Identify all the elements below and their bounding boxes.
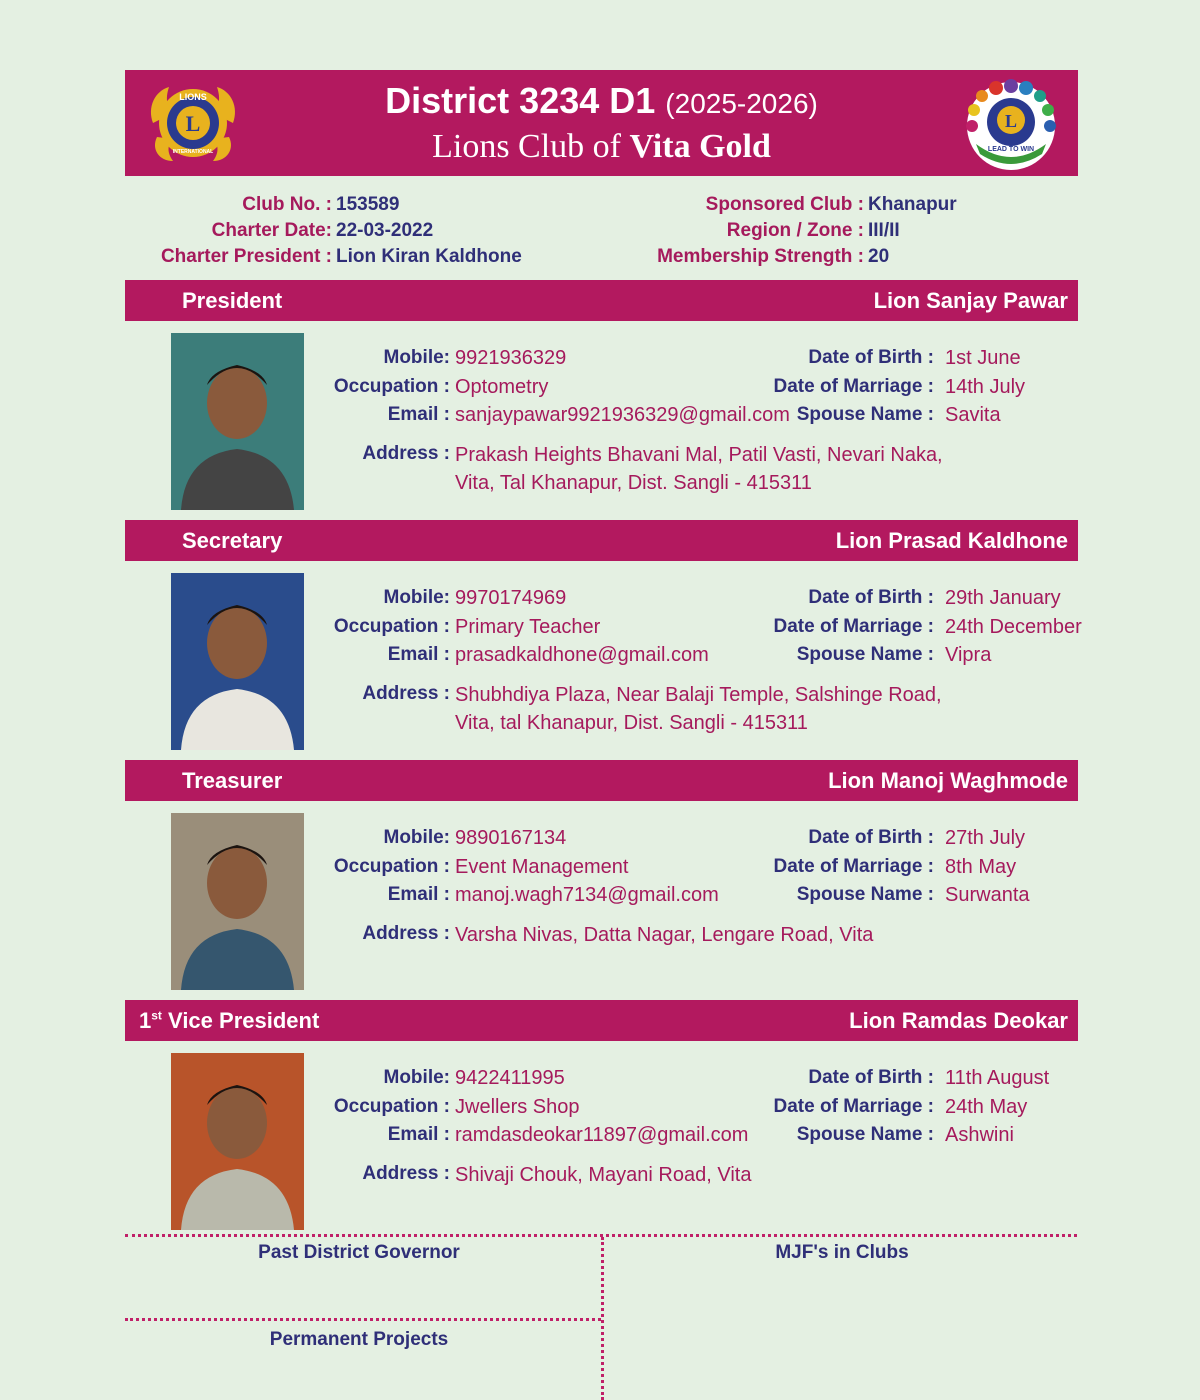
email-value[interactable]: prasadkaldhone@gmail.com [455, 644, 709, 666]
mobile-value: 9921936329 [455, 347, 567, 369]
mobile-label: Mobile: [383, 347, 450, 368]
spouse-value: Vipra [945, 644, 992, 666]
dom-label: Date of Marriage : [773, 616, 934, 637]
dom-label: Date of Marriage : [773, 856, 934, 877]
officer-role: President [182, 288, 283, 313]
occupation-value: Event Management [455, 856, 629, 878]
address-line-1: Shubhdiya Plaza, Near Balaji Temple, Salshinge Road, [455, 684, 942, 706]
dob-label: Date of Birth : [808, 1067, 934, 1088]
district-name: District 3234 D1 [385, 80, 656, 121]
email-label: Email : [387, 644, 450, 665]
spouse-label: Spouse Name : [796, 884, 934, 905]
membership-strength-value: 20 [868, 246, 890, 267]
dob-value: 11th August [945, 1067, 1050, 1089]
footer-divider-middle [125, 1318, 601, 1321]
mjf-in-clubs-heading: MJF's in Clubs [775, 1242, 909, 1263]
occupation-value: Optometry [455, 376, 549, 398]
charter-president-value: Lion Kiran Kaldhone [336, 246, 522, 267]
treasurer-photo [171, 813, 304, 990]
email-value[interactable]: sanjaypawar9921936329@gmail.com [455, 404, 790, 426]
email-label: Email : [387, 884, 450, 905]
svg-text:L: L [185, 111, 201, 136]
region-zone-label: Region / Zone : [726, 220, 864, 241]
person-photo-icon [171, 813, 304, 990]
dom-value: 24th December [945, 616, 1082, 638]
president-photo [171, 333, 304, 510]
membership-strength-label: Membership Strength : [657, 246, 864, 267]
district-title [125, 80, 1078, 122]
officer-role [139, 1008, 319, 1034]
dom-value: 8th May [945, 856, 1017, 878]
dom-value: 24th May [945, 1096, 1028, 1118]
officer-name: Lion Prasad Kaldhone [835, 528, 1068, 553]
officer-name: Lion Ramdas Deokar [849, 1008, 1068, 1033]
club-prefix: Lions Club of [432, 128, 622, 165]
club-title [125, 128, 1078, 166]
charter-date-label: Charter Date: [211, 220, 332, 241]
president-bar [125, 280, 1078, 321]
vice-president-bar [125, 1000, 1078, 1041]
permanent-projects-heading: Permanent Projects [269, 1329, 449, 1350]
region-zone-value: III/II [868, 220, 900, 241]
dob-value: 29th January [945, 587, 1061, 609]
role-title: Vice President [168, 1008, 320, 1033]
role-ordinal: 1 [139, 1008, 152, 1033]
email-label: Email : [387, 404, 450, 425]
spouse-value: Ashwini [945, 1124, 1014, 1146]
mobile-label: Mobile: [383, 587, 450, 608]
address-line-2: Vita, tal Khanapur, Dist. Sangli - 415311 [455, 712, 808, 734]
dob-label: Date of Birth : [808, 347, 934, 368]
dob-value: 27th July [945, 827, 1026, 849]
address-label: Address : [362, 443, 450, 464]
club-no-value: 153589 [336, 194, 400, 215]
address-line-1: Varsha Nivas, Datta Nagar, Lengare Road, Vita [455, 924, 874, 946]
officer-role: Secretary [182, 528, 283, 553]
officer-name: Lion Sanjay Pawar [873, 288, 1068, 313]
occupation-label: Occupation : [333, 376, 450, 397]
sponsored-club-label: Sponsored Club : [705, 194, 864, 215]
mobile-value: 9890167134 [455, 827, 567, 849]
person-photo-icon [171, 573, 304, 750]
district-year: (2025-2026) [665, 88, 818, 119]
address-line-1: Prakash Heights Bhavani Mal, Patil Vasti, Nevari Naka, [455, 444, 943, 466]
address-label: Address : [362, 923, 450, 944]
email-value[interactable]: manoj.wagh7134@gmail.com [455, 884, 719, 906]
occupation-value: Primary Teacher [455, 616, 601, 638]
spouse-value: Surwanta [945, 884, 1030, 906]
sponsored-club-value: Khanapur [868, 194, 957, 215]
charter-date-value: 22-03-2022 [336, 220, 434, 241]
secretary-photo [171, 573, 304, 750]
dom-value: 14th July [945, 376, 1026, 398]
occupation-label: Occupation : [333, 856, 450, 877]
club-info-right [600, 194, 1200, 274]
dob-label: Date of Birth : [808, 587, 934, 608]
logo-text-bottom: INTERNATIONAL [172, 149, 214, 155]
occupation-label: Occupation : [333, 616, 450, 637]
address-line-1: Shivaji Chouk, Mayani Road, Vita [455, 1164, 752, 1186]
role-ordinal-suffix: st [151, 1008, 162, 1023]
spouse-label: Spouse Name : [796, 404, 934, 425]
mobile-value: 9422411995 [455, 1067, 565, 1089]
lions-lead-to-win-logo [962, 74, 1060, 172]
lions-international-logo [145, 77, 241, 169]
person-photo-icon [171, 1053, 304, 1230]
secretary-bar [125, 520, 1078, 561]
charter-president-label: Charter President : [160, 246, 332, 267]
occupation-value: Jwellers Shop [455, 1096, 580, 1118]
dob-value: 1st June [945, 347, 1021, 369]
email-label: Email : [387, 1124, 450, 1145]
mobile-value: 9970174969 [455, 587, 567, 609]
officer-role: Treasurer [182, 768, 283, 793]
header-banner [125, 70, 1078, 176]
dob-label: Date of Birth : [808, 827, 934, 848]
dom-label: Date of Marriage : [773, 376, 934, 397]
officer-name: Lion Manoj Waghmode [828, 768, 1068, 793]
logo-text-top: LIONS [179, 92, 207, 102]
vice-president-photo [171, 1053, 304, 1230]
spouse-label: Spouse Name : [796, 1124, 934, 1145]
club-name: Vita Gold [629, 128, 771, 165]
club-info-left [0, 194, 600, 274]
address-line-2: Vita, Tal Khanapur, Dist. Sangli - 415311 [455, 472, 812, 494]
mobile-label: Mobile: [383, 827, 450, 848]
address-label: Address : [362, 1163, 450, 1184]
treasurer-bar [125, 760, 1078, 801]
logo-right-text: LEAD TO WIN [987, 146, 1035, 153]
person-photo-icon [171, 333, 304, 510]
spouse-label: Spouse Name : [796, 644, 934, 665]
spouse-value: Savita [945, 404, 1001, 426]
club-no-label: Club No. : [242, 194, 332, 215]
mobile-label: Mobile: [383, 1067, 450, 1088]
email-value[interactable]: ramdasdeokar11897@gmail.com [455, 1124, 749, 1146]
address-label: Address : [362, 683, 450, 704]
past-district-governor-heading: Past District Governor [258, 1242, 460, 1263]
svg-text:L: L [1004, 111, 1018, 131]
occupation-label: Occupation : [333, 1096, 450, 1117]
dom-label: Date of Marriage : [773, 1096, 934, 1117]
